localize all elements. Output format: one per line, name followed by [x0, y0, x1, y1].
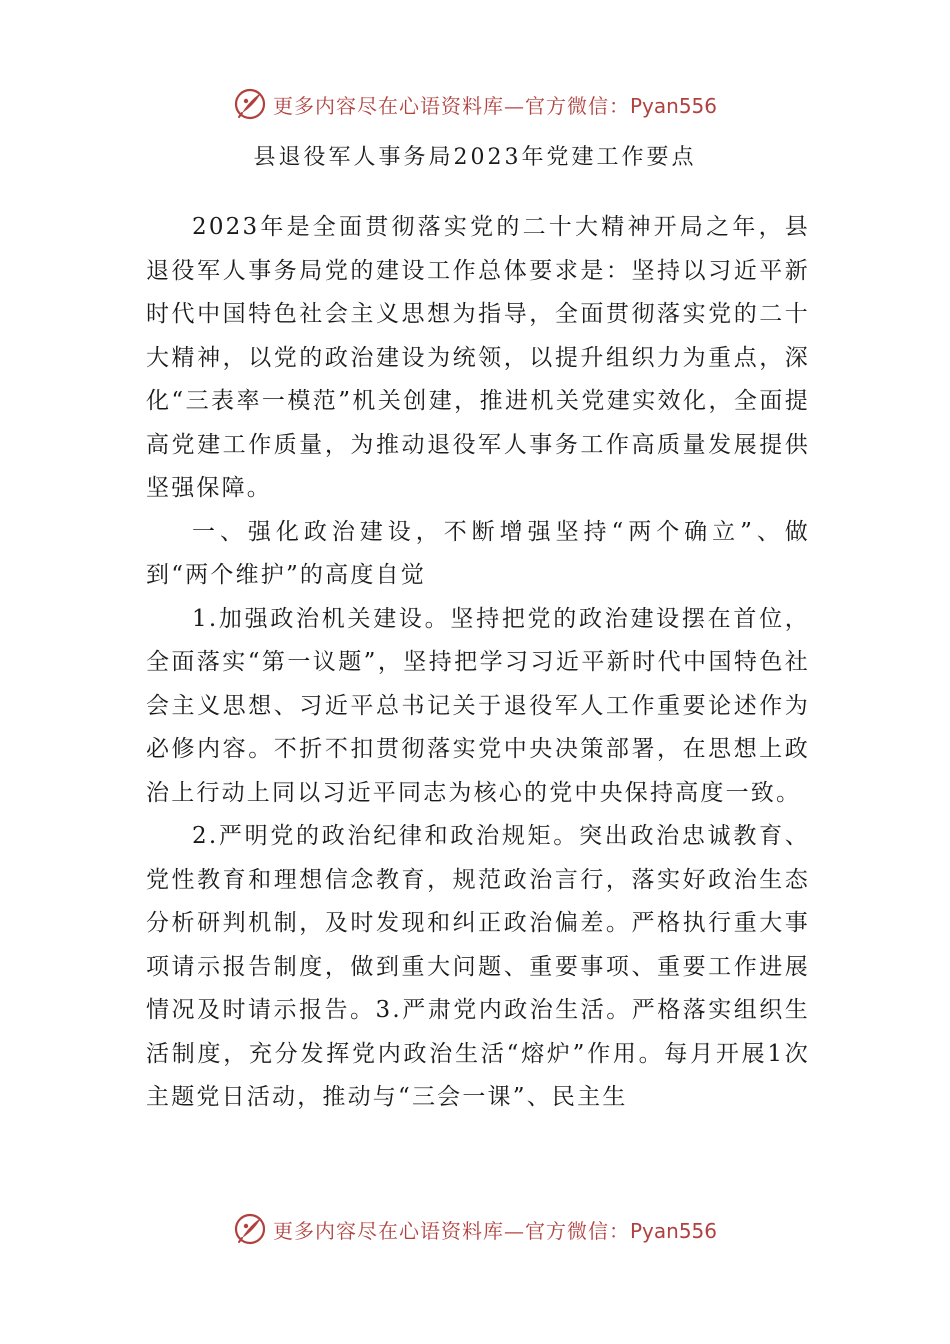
watermark-header	[0, 84, 950, 124]
watermark-account-label: 官方微信：	[524, 1218, 630, 1243]
watermark-footer	[0, 1209, 950, 1249]
paragraph-intro: 2023年是全面贯彻落实党的二十大精神开局之年，县退役军人事务局党的建设工作总体要求是：坚持以习近平新时代中国特色社会主义思想为指导，全面贯彻落实党的二十大精神，以党的政治建设为统领，以提升组织力为重点，深化“三表率一模范”机关创建，推进机关党建实效化，全面提高党建工作质量，为推动退役军人事务工作高质量发展提供坚强保障。	[146, 214, 810, 501]
quill-logo-icon	[233, 1212, 267, 1246]
document-body	[146, 206, 810, 1120]
watermark-text	[273, 1215, 717, 1244]
watermark-brand: 更多内容尽在心语资料库	[272, 1218, 504, 1243]
paragraph-item-1: 1.加强政治机关建设。坚持把党的政治建设摆在首位，全面落实“第一议题”，坚持把学习习近平新时代中国特色社会主义思想、习近平总书记关于退役军人工作重要论述作为必修内容。不折不扣贯彻落实党中央决策部署，在思想上政治上行动上同以习近平同志为核心的党中央保持高度一致。	[146, 605, 810, 806]
watermark-account-id: Pyan556	[629, 1218, 717, 1243]
paragraph-item-2: 2.严明党的政治纪律和政治规矩。突出政治忠诚教育、党性教育和理想信念教育，规范政治言行，落实好政治生态分析研判机制，及时发现和纠正政治偏差。严格执行重大事项请示报告制度，做到重大问题、重要事项、重要工作进展情况及时请示报告。3.严肃党内政治生活。严格落实组织生活制度，充分发挥党内政治生活“熔炉”作用。每月开展1次主题党日活动，推动与“三会一课”、民主生	[146, 823, 810, 1110]
section-heading-1: 一、强化政治建设，不断增强坚持“两个确立”、做到“两个维护”的高度自觉	[146, 518, 810, 588]
watermark-text	[273, 90, 717, 119]
quill-logo-icon	[233, 87, 267, 121]
watermark-dash: —	[503, 93, 525, 118]
watermark-account-label: 官方微信：	[524, 93, 630, 118]
watermark-dash: —	[503, 1218, 525, 1243]
document-title: 县退役军人事务局2023年党建工作要点	[253, 145, 697, 170]
watermark-account-id: Pyan556	[629, 93, 717, 118]
watermark-brand: 更多内容尽在心语资料库	[272, 93, 504, 118]
